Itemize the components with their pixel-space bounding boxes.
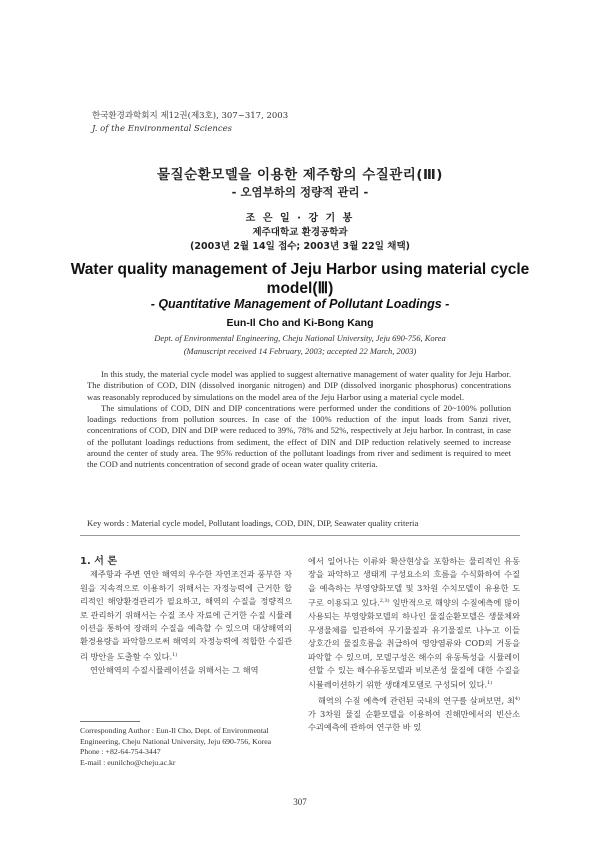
journal-name-english: J. of the Environmental Sciences [92, 124, 233, 134]
page-number: 307 [293, 797, 307, 807]
body-column-left [80, 555, 292, 677]
section-heading-introduction: 1. 서 론 [80, 556, 118, 567]
author-phone: Phone : +82-64-754-3447 [80, 747, 161, 757]
intro-paragraph-3 [308, 693, 520, 735]
journal-header [92, 110, 288, 136]
abstract-paragraph-1: In this study, the material cycle model was applied to suggest alternative management of water quality for Jeju Harbor. The distribution of COD, DIN (dissolved inorganic nitrogen) and DIP (dissolved inorganic phosphorus) concentrations was reasonably reproduced by simulations on the model area of the Jeju Harbor using a material cycle model. [87, 369, 511, 402]
english-affiliation: Dept. of Environmental Engineering, Cheju National University, Jeju 690-756, Korea [154, 333, 446, 343]
korean-affiliation: 제주대학교 환경공학과 [252, 227, 348, 238]
citation-ref: 4) [514, 695, 520, 702]
citation-ref: 2,3) [379, 598, 390, 605]
keywords: Key words : Material cycle model, Pollutant loadings, COD, DIN, DIP, Seawater quality criteria [87, 518, 419, 528]
corresponding-author-footnote [80, 726, 294, 768]
korean-subtitle: - 오염부하의 정량적 관리 - [231, 185, 369, 199]
english-authors: Eun-Il Cho and Ki-Bong Kang [226, 317, 374, 329]
citation-ref: 1) [172, 651, 178, 658]
korean-title: 물질순환모델을 이용한 제주항의 수질관리(Ⅲ) [157, 167, 443, 183]
divider [80, 535, 520, 536]
footnote-rule [80, 721, 140, 722]
continued-text-b: 일반적으로 해양의 수질예측에 많이 사용되는 부영양화모델의 하나인 물질순환모델은 생물체와 무생물체를 일관하여 무기물질과 유기물질로 나누고 이들 상호간의 물질흐름을 취급하여 영양염류와 COD의 거동을 파악할 수 있으며, 모델구성은 해수의 유동특성을 시뮬레이션할 수 있는 해수유동모델과 비보존성 물질에 대한 수질을 시뮬레이션하기 위한 생태계모델로 구성되어 있다. [308, 597, 520, 691]
body-column-right [308, 555, 520, 734]
english-subtitle: - Quantitative Management of Pollutant Loadings - [150, 297, 450, 311]
korean-dates: (2003년 2월 14일 접수; 2003년 3월 22일 채택) [190, 241, 410, 252]
continued-text-a: 에서 일어나는 이류와 확산현상을 포함하는 물리적인 유동장을 파악하고 생태계 구성요소의 흐름을 수식화하여 수질을 예측하는 부영양화모델 및 3차원 수치모델이 유용한 도구로 이용되고 있다. [308, 556, 520, 608]
citation-ref: 1) [487, 680, 493, 687]
english-affiliation-block [0, 332, 600, 358]
intro-paragraph-2: 연안해역의 수질시뮬레이션을 위해서는 그 해역 [90, 664, 259, 675]
intro-paragraph-1 [80, 568, 292, 664]
english-title: Water quality management of Jeju Harbor using material cycle model(Ⅲ) [70, 261, 530, 297]
intro-paragraph-1-text: 제주항과 주변 연안 해역의 우수한 자연조건과 풍부한 자원을 지속적으로 이용하기 위해서는 자정능력에 근거한 합리적인 해양환경관리가 필요하고, 해역의 수질을 정량적으로 관리하기 위해서는 수질 조사 자료에 근거한 수질 시뮬레이션을 통하여 장래의 수질을 예측할 수 있으며 대상해역의 환경용량을 파악함으로써 해역의 자정능력에 적합한 수질관리 방안을 도출할 수 있다. [80, 569, 292, 662]
journal-citation-korean: 한국환경과학회지 제12권(제3호), 307~317, 2003 [92, 111, 289, 121]
author-email: E-mail : eunilcho@cheju.ac.kr [80, 757, 176, 767]
paragraph-3-text-b: 가 3차원 물질 순환모델을 이용하여 진해만에서의 빈산소 수괴예측에 관하여 연구한 바 있 [308, 708, 520, 733]
korean-authors: 조 은 일 · 강 기 봉 [245, 213, 355, 224]
abstract-paragraph-2: The simulations of COD, DIN and DIP concentrations were performed under the conditions of 20~100% pollution loadings reductions from pollution sources. In case of the 100% reduction of the input loads from Sanzi river, concentrations of COD, DIN and DIP were reduced to 39%, 78% and 52%, respectively at Jeju harbor. In contrast, in case of the pollutant loadings reductions from sediment, the effect of DIN and DIP reduction relatively seemed to increase around the center of study area. The 95% reduction of the pollutant loadings from river and sediment is required to meet the COD and nutrients concentration of second grade of ocean water quality criteria. [87, 402, 511, 470]
abstract [87, 369, 511, 471]
corresponding-author: Corresponding Author : Eun-Il Cho, Dept. of Environmental Engineering, Cheju National University, Jeju 690-756, Korea [80, 726, 272, 746]
paragraph-3-text-a: 해역의 수질 예측에 관련된 국내의 연구를 살펴보면, 최 [318, 695, 515, 706]
intro-paragraph-2-continued [308, 555, 520, 693]
manuscript-dates: (Manuscript received 14 February, 2003; accepted 22 March, 2003) [183, 346, 417, 356]
